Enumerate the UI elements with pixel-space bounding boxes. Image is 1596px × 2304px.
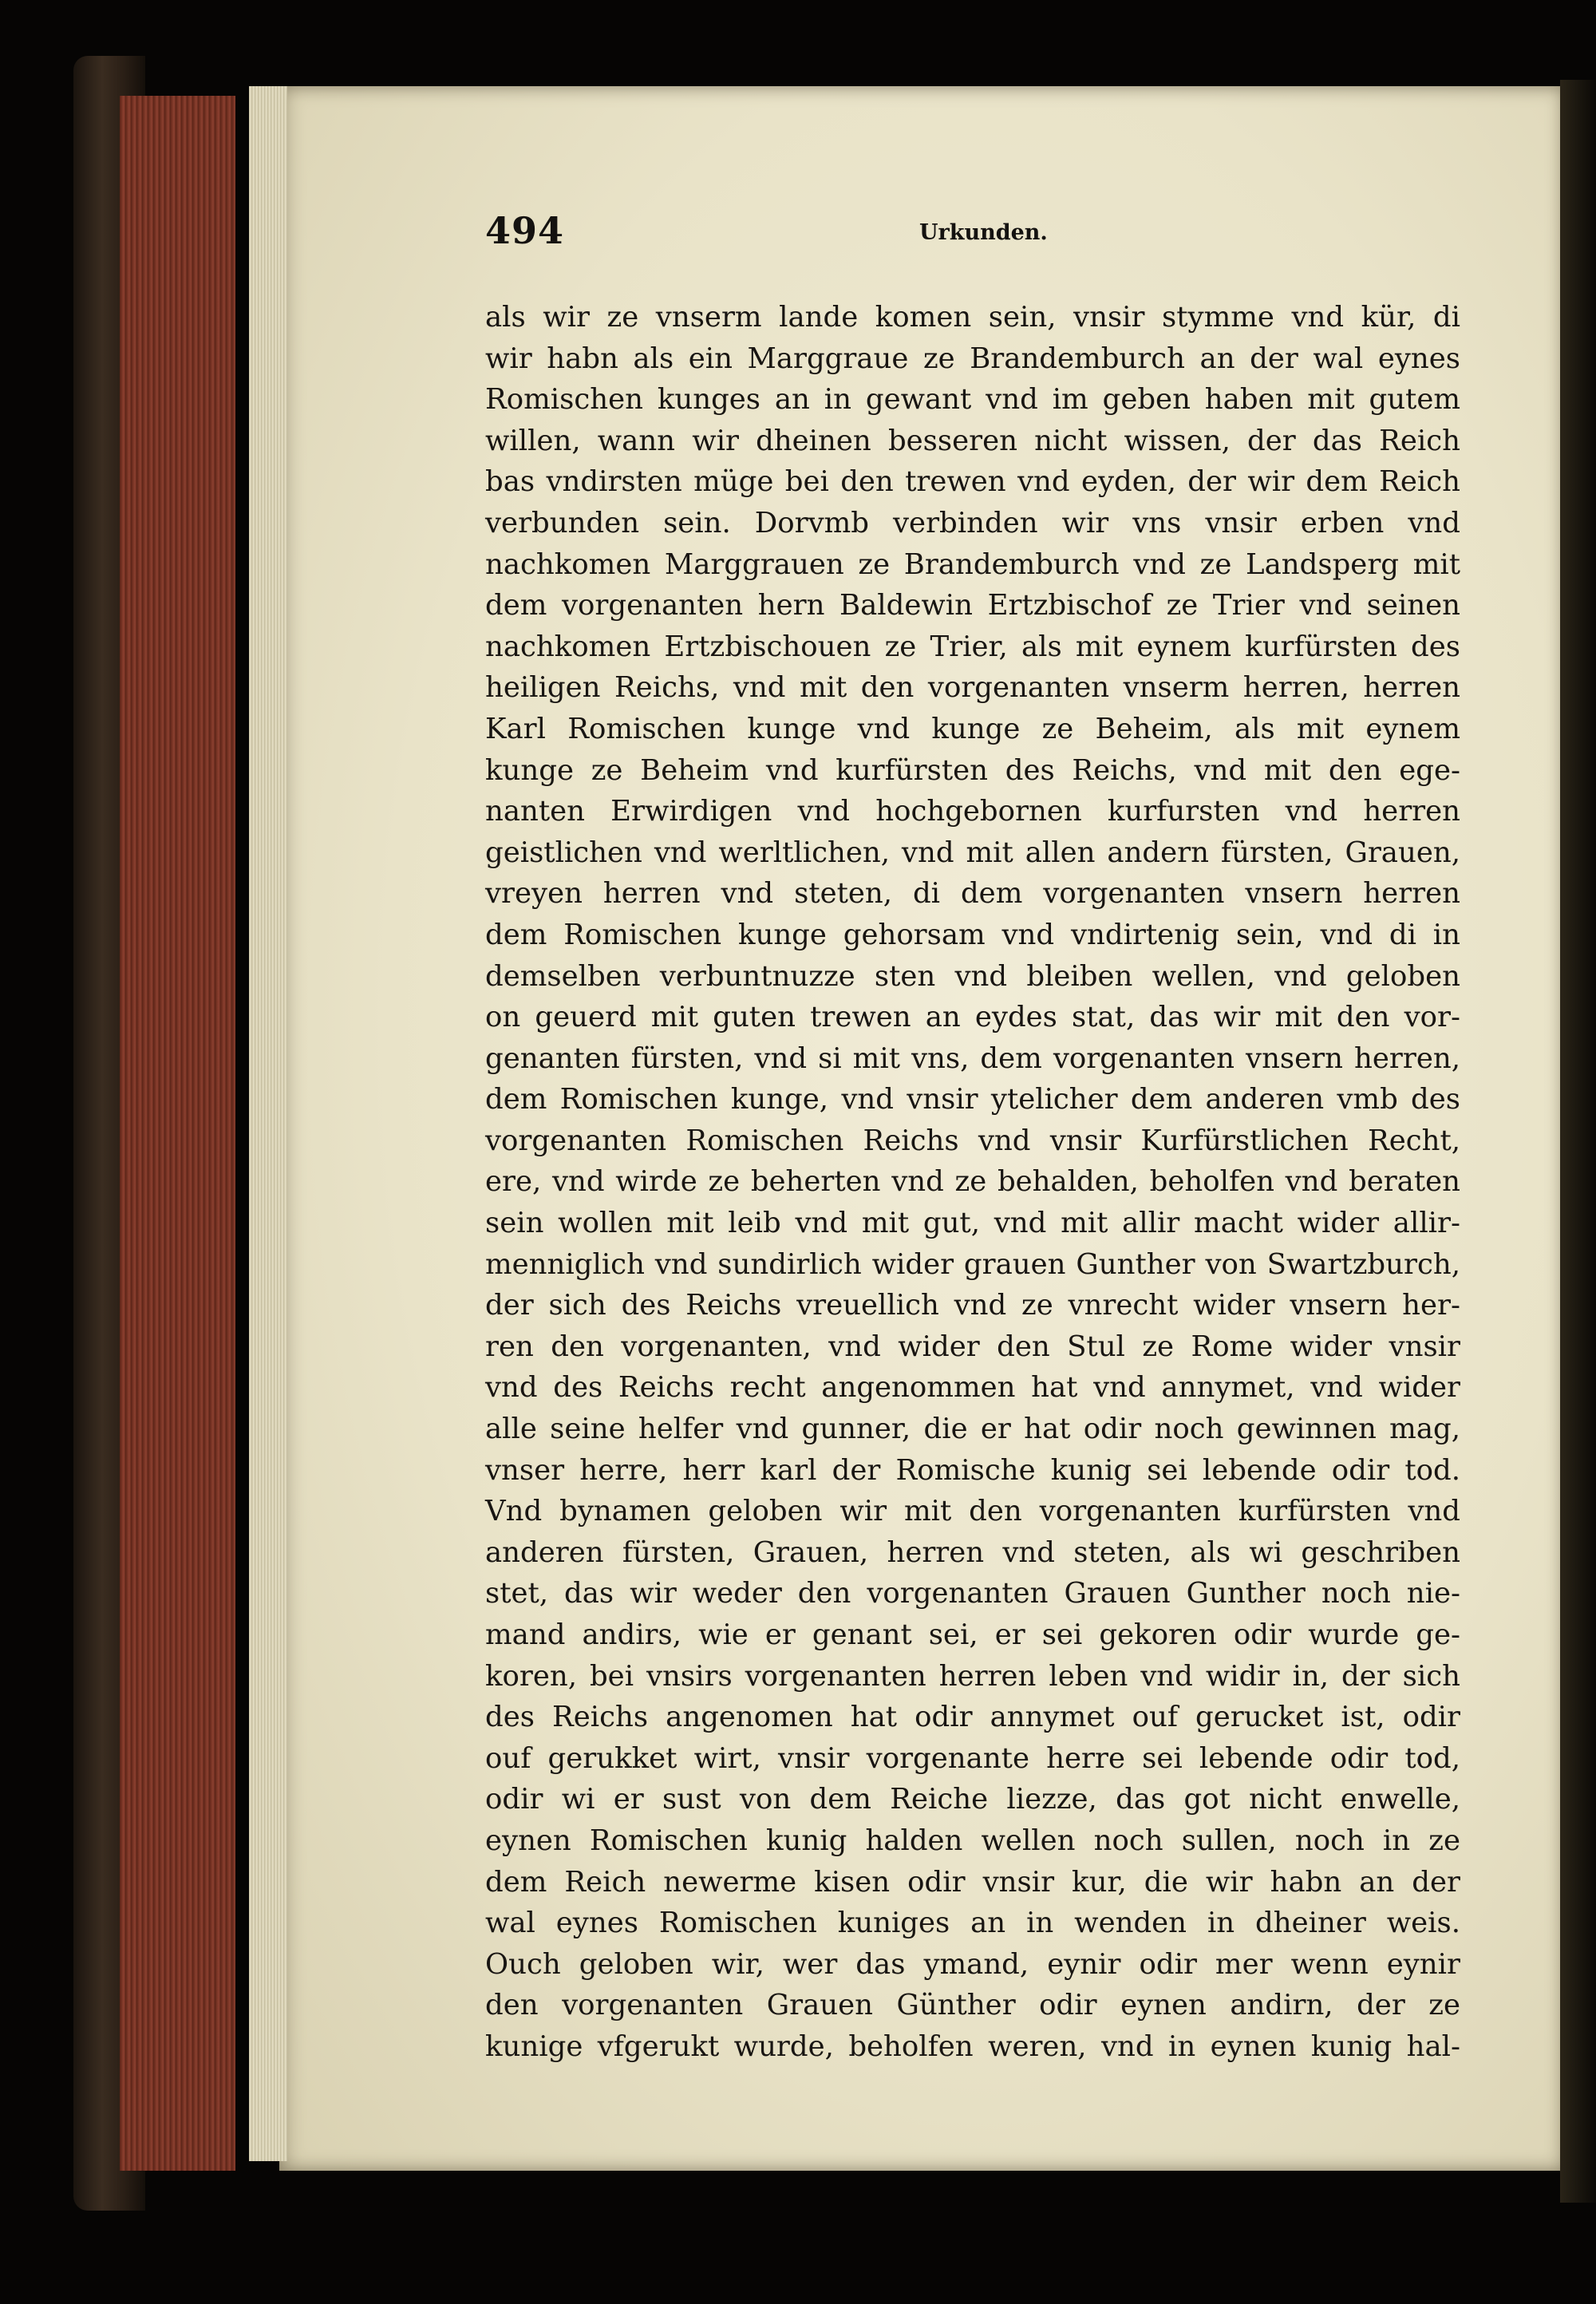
page-gutter xyxy=(249,86,287,2161)
text-line: verbunden sein. Dorvmb verbinden wir vns vnsir erben vnd xyxy=(485,506,1460,539)
text-line: nachkomen Ertzbischouen ze Trier, als mit eynem kurfürsten des xyxy=(485,630,1460,663)
text-line: nachkomen Marggrauen ze Brandemburch vnd ze Landsperg mit xyxy=(485,547,1460,581)
text-line: Karl Romischen kunge vnd kunge ze Beheim, als mit eynem xyxy=(485,712,1460,745)
text-line: mand andirs, wie er genant sei, er sei gekoren odir wurde ge- xyxy=(485,1618,1460,1651)
text-line: wir habn als ein Marggraue ze Brandemburch an der wal eynes xyxy=(485,342,1460,375)
page-header xyxy=(485,209,1048,257)
text-line: Vnd bynamen geloben wir mit den vorgenanten kurfürsten vnd xyxy=(485,1495,1460,1528)
text-line: eynen Romischen kunig halden wellen noch sullen, noch in ze xyxy=(485,1824,1460,1857)
text-line: dem Romischen kunge, vnd vnsir ytelicher dem anderen vmb des xyxy=(485,1083,1460,1116)
text-line: wal eynes Romischen kuniges an in wenden in dheiner weis. xyxy=(485,1907,1460,1940)
text-line: geistlichen vnd werltlichen, vnd mit allen andern fürsten, Grauen, xyxy=(485,836,1460,869)
text-line: nanten Erwirdigen vnd hochgebornen kurfursten vnd herren xyxy=(485,795,1460,828)
page-number: 494 xyxy=(485,209,565,252)
text-line: menniglich vnd sundirlich wider grauen Gunther von Swartzburch, xyxy=(485,1247,1460,1281)
text-line: demselben verbuntnuzze sten vnd bleiben wellen, vnd geloben xyxy=(485,959,1460,993)
text-line: vorgenanten Romischen Reichs vnd vnsir Kurfürstlichen Recht, xyxy=(485,1124,1460,1157)
text-line: Romischen kunges an in gewant vnd im geben haben mit gutem xyxy=(485,383,1460,417)
text-line: genanten fürsten, vnd si mit vns, dem vorgenanten vnsern herren, xyxy=(485,1041,1460,1075)
text-line: des Reichs angenomen hat odir annymet ouf gerucket ist, odir xyxy=(485,1701,1460,1734)
text-line: Ouch geloben wir, wer das ymand, eynir odir mer wenn eynir xyxy=(485,1947,1460,1981)
text-line: kunge ze Beheim vnd kurfürsten des Reichs, vnd mit den ege- xyxy=(485,753,1460,787)
body-text xyxy=(485,297,1460,2068)
text-line: ere, vnd wirde ze beherten vnd ze behalden, beholfen vnd beraten xyxy=(485,1165,1460,1199)
text-line: anderen fürsten, Grauen, herren vnd steten, als wi geschriben xyxy=(485,1535,1460,1569)
text-line: der sich des Reichs vreuellich vnd ze vnrecht wider vnsern her- xyxy=(485,1289,1460,1322)
text-line: ren den vorgenanten, vnd wider den Stul ze Rome wider vnsir xyxy=(485,1330,1460,1363)
text-line: sein wollen mit leib vnd mit gut, vnd mit allir macht wider allir- xyxy=(485,1207,1460,1240)
text-line: kunige vfgerukt wurde, beholfen weren, vnd in eynen kunig hal- xyxy=(485,2029,1460,2063)
text-line: ouf gerukket wirt, vnsir vorgenante herre sei lebende odir tod, xyxy=(485,1741,1460,1775)
text-line: odir wi er sust von dem Reiche liezze, das got nicht enwelle, xyxy=(485,1783,1460,1816)
text-line: den vorgenanten Grauen Günther odir eynen andirn, der ze xyxy=(485,1989,1460,2022)
text-line: vreyen herren vnd steten, di dem vorgenanten vnsern herren xyxy=(485,877,1460,911)
text-line: koren, bei vnsirs vorgenanten herren leben vnd widir in, der sich xyxy=(485,1659,1460,1693)
text-line: dem Reich newerme kisen odir vnsir kur, die wir habn an der xyxy=(485,1865,1460,1899)
text-line: bas vndirsten müge bei den trewen vnd eyden, der wir dem Reich xyxy=(485,465,1460,499)
text-line: heiligen Reichs, vnd mit den vorgenanten vnserm herren, herren xyxy=(485,671,1460,705)
page-edges-red xyxy=(120,96,235,2171)
text-line: als wir ze vnserm lande komen sein, vnsir stymme vnd kür, di xyxy=(485,301,1460,334)
text-line: on geuerd mit guten trewen an eydes stat, das wir mit den vor- xyxy=(485,1001,1460,1034)
text-line: alle seine helfer vnd gunner, die er hat odir noch gewinnen mag, xyxy=(485,1413,1460,1446)
running-head: Urkunden. xyxy=(919,220,1048,245)
text-line: vnser herre, herr karl der Romische kunig sei lebende odir tod. xyxy=(485,1453,1460,1487)
text-line: dem Romischen kunge gehorsam vnd vndirtenig sein, vnd di in xyxy=(485,918,1460,951)
page-right-shadow xyxy=(1560,80,1596,2203)
text-line: dem vorgenanten hern Baldewin Ertzbischof ze Trier vnd seinen xyxy=(485,589,1460,622)
text-line: willen, wann wir dheinen besseren nicht wissen, der das Reich xyxy=(485,424,1460,457)
text-line: stet, das wir weder den vorgenanten Grauen Gunther noch nie- xyxy=(485,1577,1460,1610)
text-line: vnd des Reichs recht angenommen hat vnd annymet, vnd wider xyxy=(485,1371,1460,1405)
